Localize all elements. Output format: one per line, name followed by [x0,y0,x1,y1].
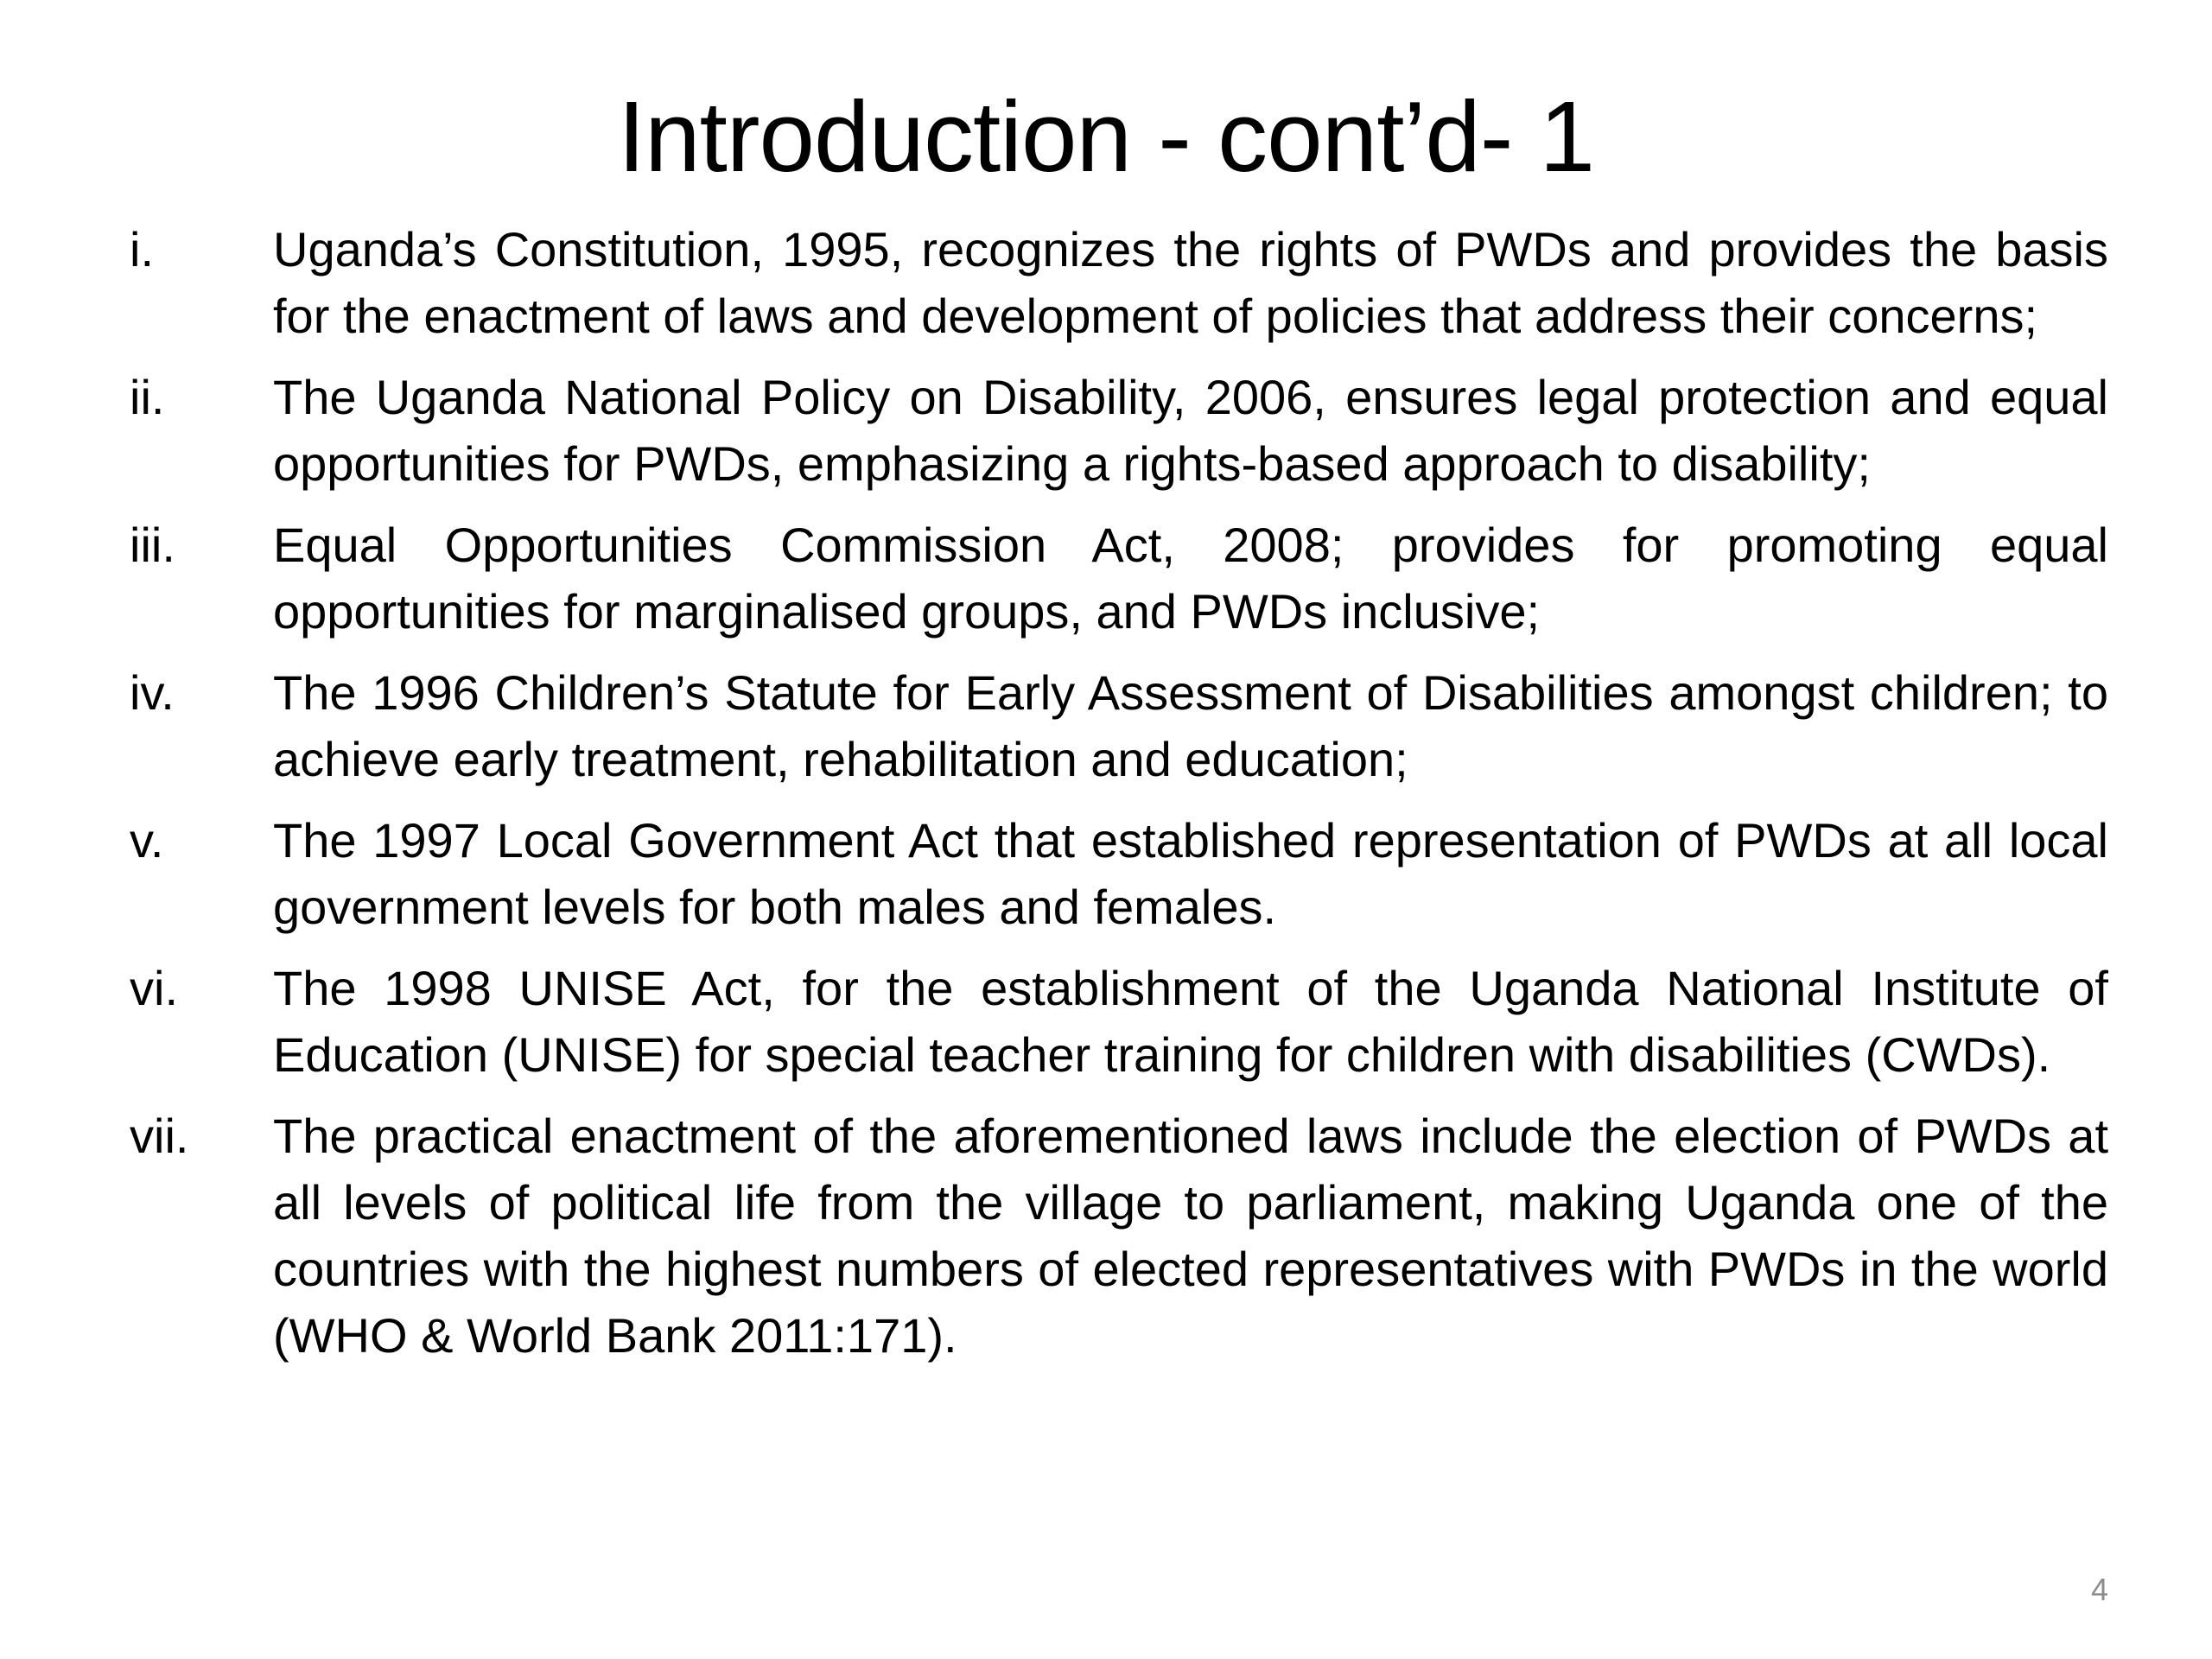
list-item-marker: iv. [130,665,175,720]
list-item-text: The 1997 Local Government Act that established representation of PWDs at all local government levels for both males and females. [273,813,2108,934]
list-item-marker: vii. [130,1109,189,1163]
list-item-text: The practical enactment of the aforementioned laws include the election of PWDs at all levels of political life from the village to parliament, making Uganda one of the countries with the highest numbers of elected representatives with PWDs in the world (WHO & World Bank 2011:171). [273,1109,2108,1363]
list-item-marker: v. [130,813,164,868]
list-item-text: The Uganda National Policy on Disability, 2006, ensures legal protection and equal opportunities for PWDs, emphasizing a rights-based approach to disability; [273,370,2108,491]
list-item [130,659,2108,792]
list-item [130,807,2108,940]
law-list [130,216,2108,1383]
list-item-marker: ii. [130,370,165,424]
list-item-text: The 1998 UNISE Act, for the establishment of the Uganda National Institute of Education (UNISE) for special teacher training for children with disabilities (CWDs). [273,961,2108,1082]
list-item-marker: iii. [130,518,175,572]
list-item [130,1103,2108,1369]
slide-title: Introduction - cont’d- 1 [617,80,1595,193]
list-item-text: Equal Opportunities Commission Act, 2008; provides for promoting equal opportunities for marginalised groups, and PWDs inclusive; [273,518,2108,639]
list-item-text: Uganda’s Constitution, 1995, recognizes the rights of PWDs and provides the basis for the enactment of laws and development of policies that address their concerns; [273,222,2108,343]
list-item [130,955,2108,1088]
list-item [130,364,2108,497]
list-item-marker: i. [130,222,154,276]
slide-number: 4 [2090,1572,2108,1607]
list-item [130,512,2108,645]
list-item-text: The 1996 Children’s Statute for Early Assessment of Disabilities amongst children; to achieve early treatment, rehabilitation and education; [273,665,2108,786]
list-item-marker: vi. [130,961,178,1015]
list-item [130,216,2108,349]
